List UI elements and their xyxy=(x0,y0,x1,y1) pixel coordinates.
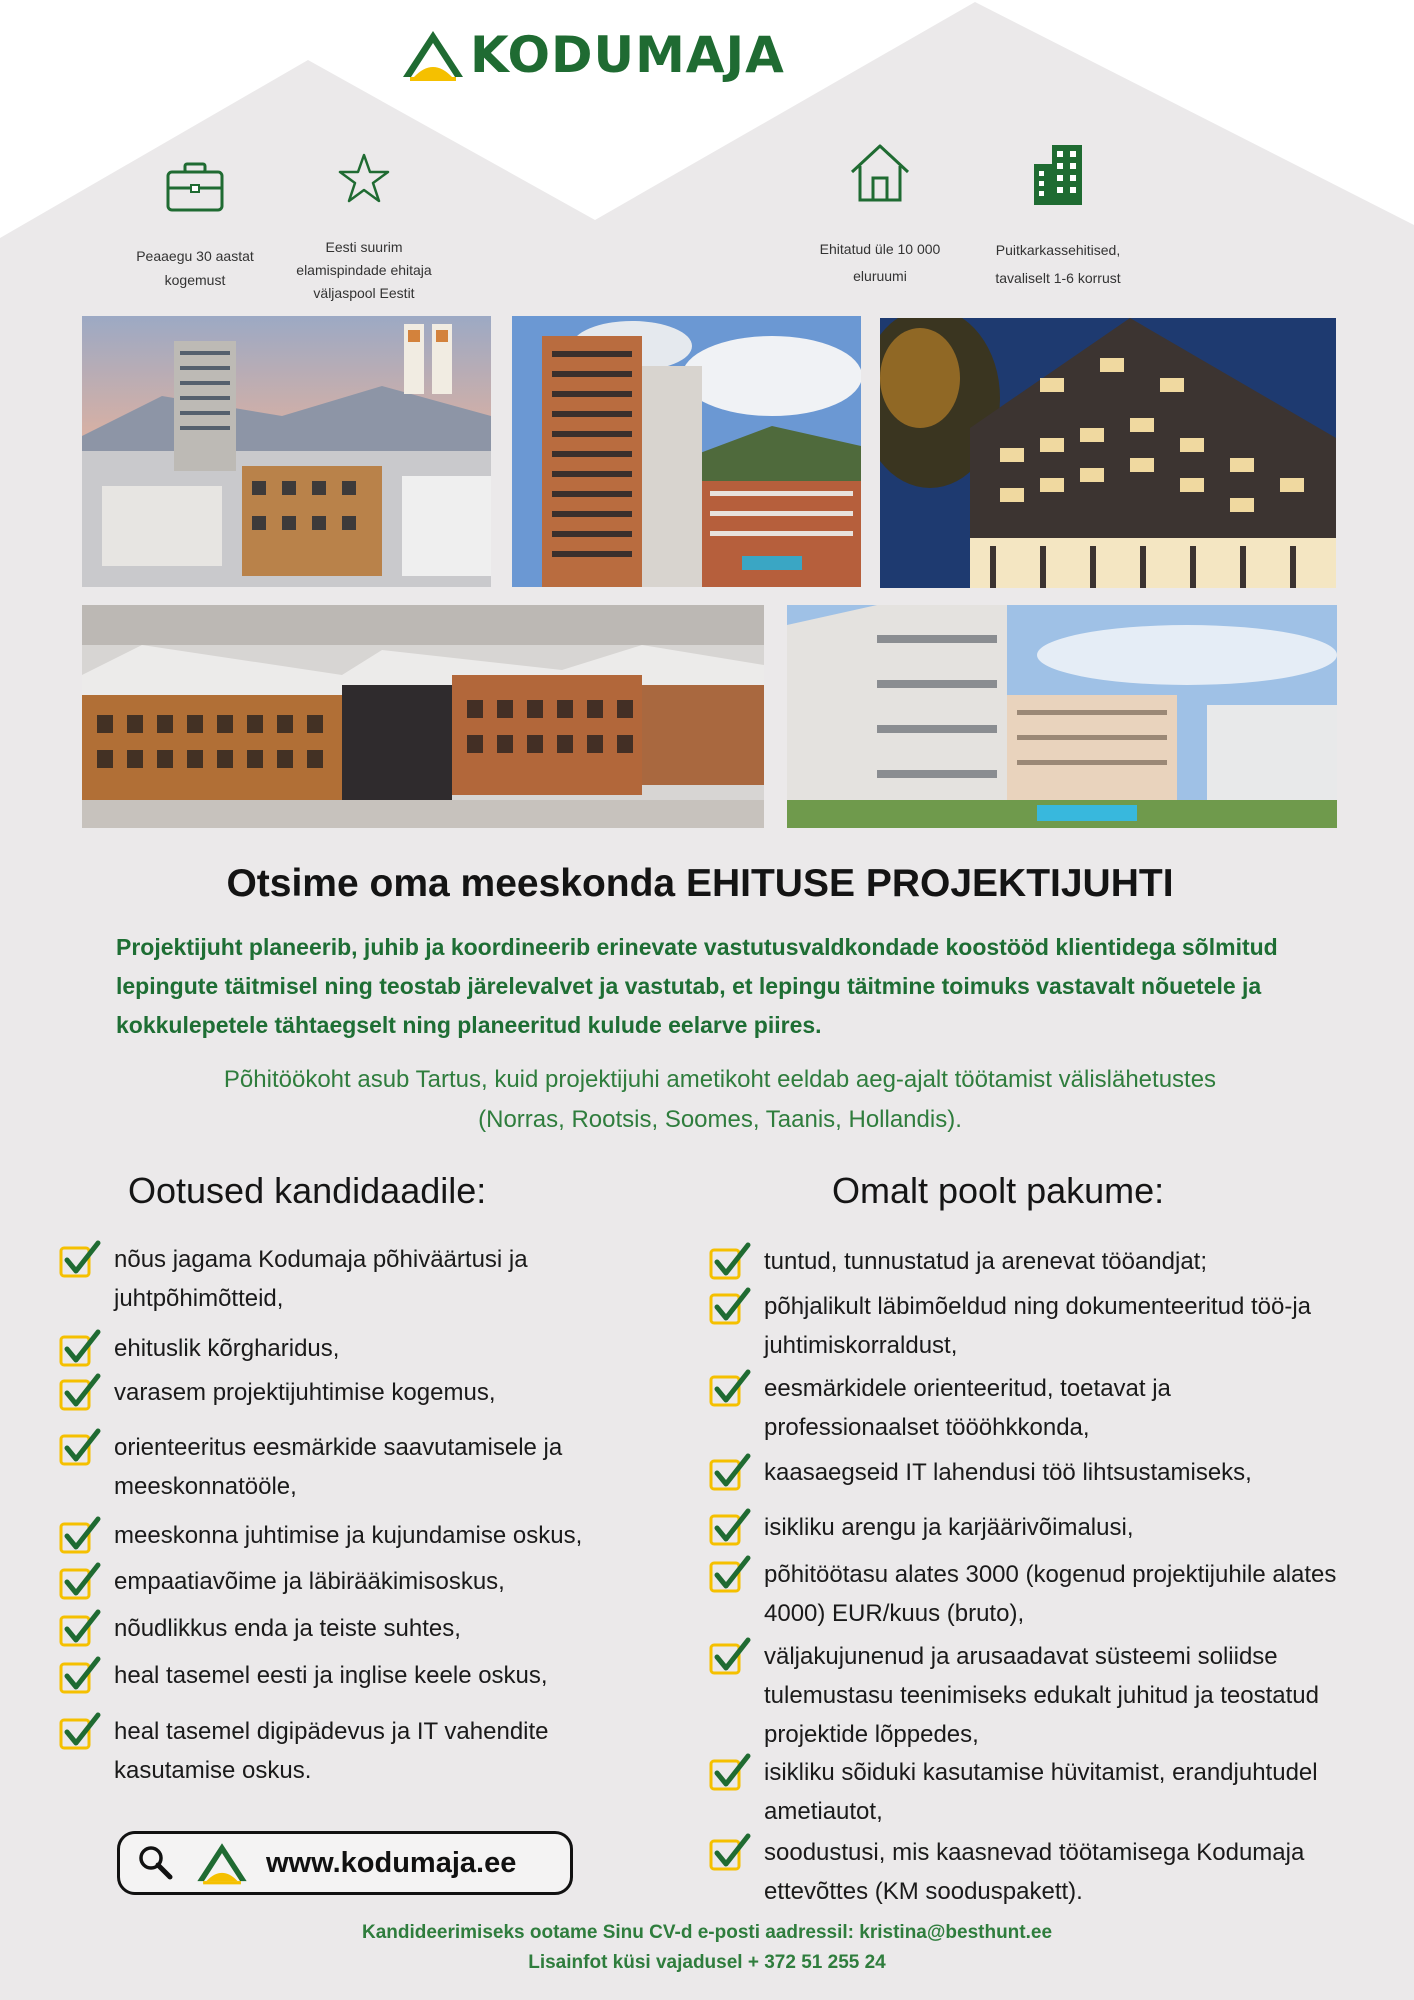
list-item-text: orienteeritus eesmärkide saavutamisele ja meeskonnatööle, xyxy=(114,1434,563,1500)
checkmark-icon xyxy=(58,1562,102,1614)
photo-tall-tower xyxy=(512,316,861,587)
logo-house-icon xyxy=(194,1840,250,1886)
feature-line-1: Peaaegu 30 aastat xyxy=(136,248,254,264)
feature-line-2: tavaliselt 1-6 korrust xyxy=(995,270,1121,286)
list-item xyxy=(708,1453,1368,1505)
list-item-text: meeskonna juhtimise ja kujundamise oskus, xyxy=(114,1522,583,1549)
checkmark-icon xyxy=(708,1287,752,1339)
logo-house-icon xyxy=(400,27,466,83)
feature-homes-built xyxy=(790,142,970,290)
job-location xyxy=(120,1060,1320,1140)
checkmark-icon xyxy=(708,1753,752,1805)
list-item xyxy=(708,1369,1348,1447)
footer-apply: Kandideerimiseks ootame Sinu CV-d e-posti aadressil: kristina@besthunt.ee xyxy=(361,1922,1053,1943)
feature-largest-builder xyxy=(274,152,454,305)
feature-line-1: Ehitatud üle 10 000 xyxy=(819,241,941,257)
list-item xyxy=(708,1833,1388,1911)
list-item xyxy=(708,1287,1348,1365)
search-icon xyxy=(136,1843,176,1883)
list-item-text: heal tasemel eesti ja inglise keele oskus, xyxy=(114,1662,548,1689)
offers-title: Omalt poolt pakume: xyxy=(832,1170,1165,1211)
list-item-text: nõudlikkus enda ja teiste suhtes, xyxy=(114,1615,461,1642)
checkmark-icon xyxy=(58,1373,102,1425)
building-icon xyxy=(1030,142,1086,208)
feature-line-2: kogemust xyxy=(164,272,226,288)
briefcase-icon xyxy=(164,158,226,214)
feature-line-1: Puitkarkassehitised, xyxy=(995,242,1121,258)
list-item xyxy=(58,1516,678,1568)
website-url[interactable]: www.kodumaja.ee xyxy=(266,1846,517,1879)
list-item xyxy=(708,1555,1348,1633)
list-item-text: heal tasemel digipädevus ja IT vahendite kasutamise oskus. xyxy=(114,1718,549,1784)
checkmark-icon xyxy=(58,1428,102,1480)
list-item-text: põhitöötasu alates 3000 (kogenud projektijuhile alates 4000) EUR/kuus (bruto), xyxy=(764,1561,1337,1627)
list-item xyxy=(708,1637,1388,1754)
feature-experience xyxy=(105,158,285,292)
job-intro: Projektijuht planeerib, juhib ja koordineerib erinevate vastutusvaldkondade koostööd klientidega sõlmitud lepingute täitmisel ning teostab järelevalvet ja vastutab, et lepingu täitmine toimuks vastavalt nõuetele ja kokkulepetele tähtaegselt ning planeeritud kulude eelarve piires. xyxy=(116,934,1278,1038)
list-item xyxy=(58,1240,618,1318)
checkmark-icon xyxy=(58,1240,102,1292)
logo-wordmark: KODUMAJA xyxy=(470,26,785,84)
website-search-box[interactable] xyxy=(117,1831,573,1895)
expectations-title: Ootused kandidaadile: xyxy=(128,1170,487,1211)
checkmark-icon xyxy=(58,1712,102,1764)
checkmark-icon xyxy=(58,1609,102,1661)
kodumaja-logo xyxy=(400,26,785,84)
feature-line-2: elamispindade ehitaja xyxy=(296,262,432,278)
location-line-2: (Norras, Rootsis, Soomes, Taanis, Hollandis). xyxy=(478,1106,962,1133)
feature-line-3: väljaspool Eestit xyxy=(313,285,415,301)
list-item-text: soodustusi, mis kaasnevad töötamisega Kodumaja ettevõttes (KM sooduspakett). xyxy=(764,1839,1305,1905)
photo-winter-block xyxy=(82,605,764,828)
checkmark-icon xyxy=(708,1453,752,1505)
checkmark-icon xyxy=(708,1508,752,1560)
list-item-text: ehituslik kõrgharidus, xyxy=(114,1335,340,1362)
list-item-text: eesmärkidele orienteeritud, toetavat ja professionaalset töööhkkonda, xyxy=(764,1375,1171,1441)
footer-contact: Lisainfot küsi vajadusel + 372 51 255 24 xyxy=(528,1952,886,1973)
checkmark-icon xyxy=(58,1656,102,1708)
photo-night-building xyxy=(880,318,1336,588)
list-item-text: põhjalikult läbimõeldud ning dokumenteeritud töö-ja juhtimiskorraldust, xyxy=(764,1293,1312,1359)
list-item-text: tuntud, tunnustatud ja arenevat tööandjat; xyxy=(764,1248,1208,1275)
list-item-text: kaasaegseid IT lahendusi töö lihtsustamiseks, xyxy=(764,1459,1252,1486)
list-item xyxy=(708,1753,1388,1831)
house-icon xyxy=(848,142,912,204)
list-item xyxy=(58,1373,618,1425)
list-item xyxy=(58,1656,678,1708)
page-title: Otsime oma meeskonda EHITUSE PROJEKTIJUHTI xyxy=(226,862,1174,905)
checkmark-icon xyxy=(708,1637,752,1689)
list-item xyxy=(58,1609,678,1661)
feature-line-2: eluruumi xyxy=(853,268,907,284)
checkmark-icon xyxy=(708,1555,752,1607)
photo-city-buildings xyxy=(82,316,491,587)
list-item xyxy=(58,1428,618,1506)
feature-wood-frame xyxy=(968,142,1148,292)
list-item-text: isikliku sõiduki kasutamise hüvitamist, erandjuhtudel ametiautot, xyxy=(764,1759,1318,1825)
checkmark-icon xyxy=(708,1369,752,1421)
list-item xyxy=(58,1562,678,1614)
list-item-text: väljakujunenud ja arusaadavat süsteemi soliidse tulemustasu teenimiseks edukalt juhitud ja teostatud projektide lõppedes, xyxy=(764,1643,1319,1748)
checkmark-icon xyxy=(58,1516,102,1568)
location-line-1: Põhitöökoht asub Tartus, kuid projektijuhi ametikoht eeldab aeg-ajalt töötamist välislähetustes xyxy=(223,1066,1217,1093)
checkmark-icon xyxy=(708,1833,752,1885)
list-item-text: isikliku arengu ja karjäärivõimalusi, xyxy=(764,1514,1134,1541)
list-item xyxy=(708,1508,1348,1560)
feature-line-1: Eesti suurim xyxy=(325,239,403,255)
photo-courtyard-pool xyxy=(787,605,1337,828)
list-item xyxy=(58,1712,618,1790)
list-item-text: varasem projektijuhtimise kogemus, xyxy=(114,1379,496,1406)
list-item-text: nõus jagama Kodumaja põhiväärtusi ja juhtpõhimõtteid, xyxy=(114,1246,528,1312)
list-item-text: empaatiavõime ja läbirääkimisoskus, xyxy=(114,1568,505,1595)
star-icon xyxy=(337,152,391,204)
